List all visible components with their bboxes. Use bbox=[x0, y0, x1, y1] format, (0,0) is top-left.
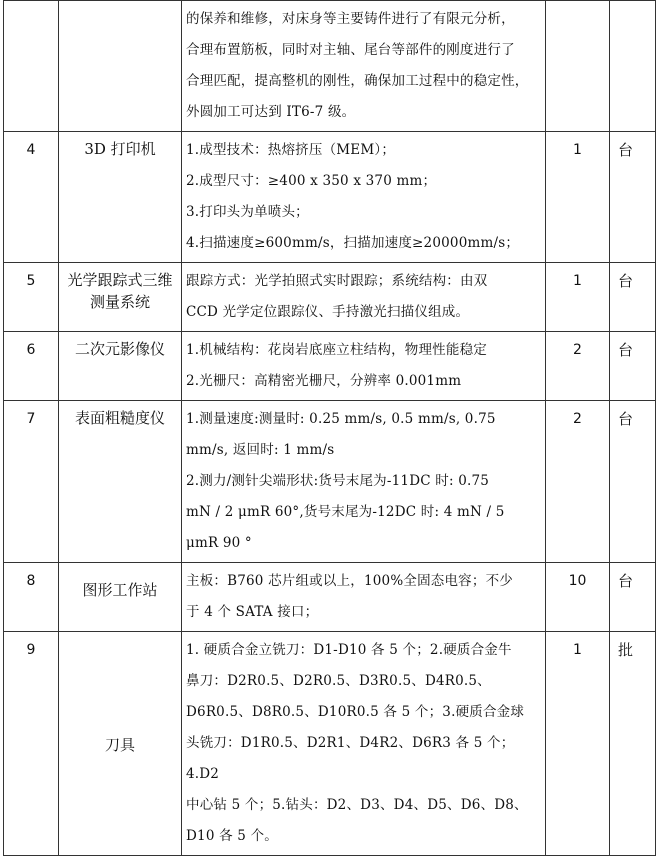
spec-line: D6R0.5、D8R0.5、D10R0.5 各 5 个；3.硬质合金球 bbox=[186, 704, 525, 720]
spec-line: 1.成型技术：热熔挤压（MEM）； bbox=[186, 142, 396, 158]
item-name: 二次元影像仪 bbox=[59, 332, 182, 401]
spec-line: 头铣刀：D1R0.5、D2R1、D4R2、D6R3 各 5 个；4.D2 bbox=[186, 735, 515, 782]
item-quantity bbox=[546, 1, 610, 132]
item-quantity: 1 bbox=[546, 132, 610, 263]
item-spec bbox=[182, 132, 546, 263]
spec-line: 的保养和维修，对床身等主要铸件进行了有限元分析， bbox=[186, 11, 515, 27]
spec-line: 中心钻 5 个；5.钻头：D2、D3、D4、D5、D6、D8、 bbox=[186, 797, 528, 813]
spec-line: D10 各 5 个。 bbox=[186, 828, 278, 844]
spec-line: mm/s, 返回时: 1 mm/s bbox=[186, 442, 335, 458]
item-quantity: 1 bbox=[546, 263, 610, 332]
item-unit: 台 bbox=[610, 563, 656, 632]
equipment-table-body bbox=[4, 1, 656, 856]
item-spec bbox=[182, 563, 546, 632]
table-row bbox=[4, 632, 656, 856]
table-row bbox=[4, 332, 656, 401]
item-unit: 台 bbox=[610, 132, 656, 263]
spec-line: 于 4 个 SATA 接口； bbox=[186, 604, 319, 620]
spec-line: 2.成型尺寸：≥400 x 350 x 370 mm； bbox=[186, 173, 437, 189]
table-row bbox=[4, 263, 656, 332]
table-row bbox=[4, 1, 656, 132]
item-number bbox=[4, 1, 59, 132]
item-unit: 批 bbox=[610, 632, 656, 856]
item-name: 光学跟踪式三维测量系统 bbox=[59, 263, 182, 332]
item-spec bbox=[182, 1, 546, 132]
item-number: 4 bbox=[4, 132, 59, 263]
spec-line: μmR 90 ° bbox=[186, 535, 252, 551]
item-spec bbox=[182, 332, 546, 401]
spec-line: 2.光栅尺：高精密光栅尺，分辨率 0.001mm bbox=[186, 373, 462, 389]
spec-line: 2.测力/测针尖端形状:货号末尾为-11DC 时: 0.75 bbox=[186, 473, 490, 489]
item-unit: 台 bbox=[610, 263, 656, 332]
item-spec bbox=[182, 263, 546, 332]
item-number: 6 bbox=[4, 332, 59, 401]
item-unit: 台 bbox=[610, 401, 656, 563]
spec-line: 合理匹配，提高整机的刚性，确保加工过程中的稳定性， bbox=[186, 73, 529, 89]
spec-line: 3.打印头为单喷头； bbox=[186, 204, 309, 220]
item-number: 8 bbox=[4, 563, 59, 632]
spec-line: mN / 2 μmR 60°,货号末尾为-12DC 时: 4 mN / 5 bbox=[186, 504, 505, 520]
spec-line: CCD 光学定位跟踪仪、手持激光扫描仪组成。 bbox=[186, 304, 470, 320]
item-name: 表面粗糙度仪 bbox=[59, 401, 182, 563]
spec-line: 1.测量速度:测量时: 0.25 mm/s, 0.5 mm/s, 0.75 bbox=[186, 411, 496, 427]
item-unit: 台 bbox=[610, 332, 656, 401]
item-quantity: 1 bbox=[546, 632, 610, 856]
item-unit bbox=[610, 1, 656, 132]
spec-line: 主板：B760 芯片组或以上，100%全固态电容；不少 bbox=[186, 573, 513, 589]
item-quantity: 2 bbox=[546, 401, 610, 563]
spec-line: 外圆加工可达到 IT6-7 级。 bbox=[186, 104, 356, 120]
spec-line: 鼻刀：D2R0.5、D2R0.5、D3R0.5、D4R0.5、 bbox=[186, 673, 491, 689]
item-number: 9 bbox=[4, 632, 59, 856]
item-spec bbox=[182, 401, 546, 563]
item-name: 图形工作站 bbox=[59, 563, 182, 632]
item-name: 3D 打印机 bbox=[59, 132, 182, 263]
spec-line: 1.机械结构：花岗岩底座立柱结构，物理性能稳定 bbox=[186, 342, 487, 358]
spec-line: 4.扫描速度≥600mm/s，扫描加速度≥20000mm/s； bbox=[186, 235, 520, 251]
spec-line: 1. 硬质合金立铣刀：D1-D10 各 5 个；2.硬质合金牛 bbox=[186, 642, 512, 658]
spec-line: 合理布置筋板，同时对主轴、尾台等部件的刚度进行了 bbox=[186, 42, 515, 58]
item-name: 刀具 bbox=[59, 632, 182, 856]
item-number: 5 bbox=[4, 263, 59, 332]
table-row bbox=[4, 132, 656, 263]
table-row bbox=[4, 401, 656, 563]
item-quantity: 10 bbox=[546, 563, 610, 632]
item-name bbox=[59, 1, 182, 132]
item-quantity: 2 bbox=[546, 332, 610, 401]
table-row bbox=[4, 563, 656, 632]
item-number: 7 bbox=[4, 401, 59, 563]
item-spec bbox=[182, 632, 546, 856]
spec-line: 跟踪方式：光学拍照式实时跟踪；系统结构：由双 bbox=[186, 273, 488, 289]
equipment-table bbox=[3, 0, 656, 856]
